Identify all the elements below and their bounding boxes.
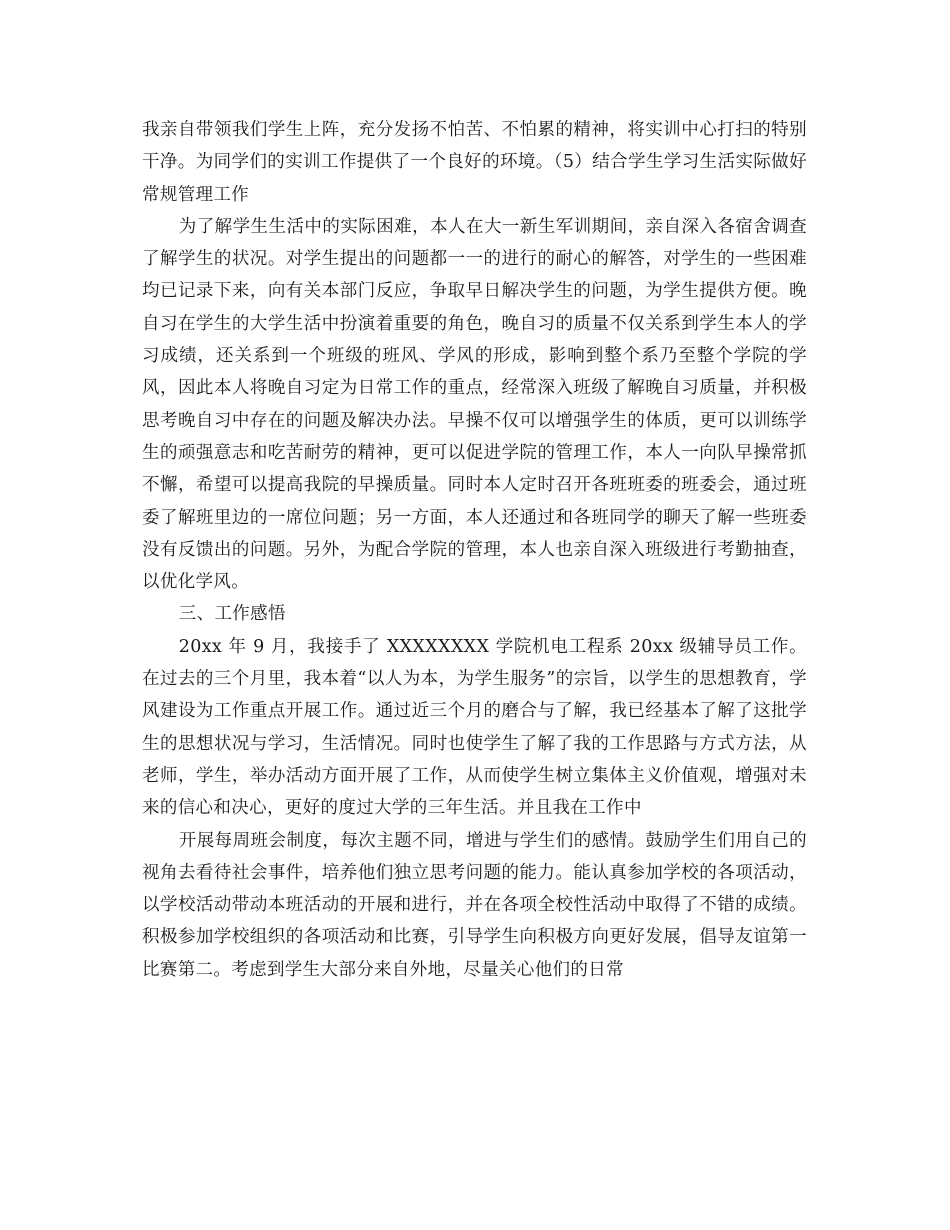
- paragraph-counselor-overview: 20xx 年 9 月，我接手了 XXXXXXXX 学院机电工程系 20xx 级辅导员工作。在过去的三个月里，我本着“以人为本，为学生服务”的宗旨，以学生的思想教育，学风建设为工作重点开展工作。通过近三个月的磨合与了解，我已经基本了解了这批学生的思想状况与学习，生活情况。同时也使学生了解了我的工作思路与方式方法，从老师，学生，举办活动方面开展了工作，从而使学生树立集体主义价值观，增强对未来的信心和决心，更好的度过大学的三年生活。并且我在工作中: [142, 636, 807, 819]
- paragraph-weekly-class-meetings: 开展每周班会制度，每次主题不同，增进与学生们的感情。鼓励学生们用自己的视角去看待社会事件，培养他们独立思考问题的能力。能认真参加学校的各项活动，以学校活动带动本班活动的开展和进行，并在各项全校性活动中取得了不错的成绩。积极参加学校组织的各项活动和比赛，引导学生向积极方向更好发展，倡导友谊第一比赛第二。考虑到学生大部分来自外地，尽量关心他们的日常: [142, 830, 807, 980]
- section-heading-work-reflections: 三、工作感悟: [178, 604, 286, 625]
- paragraph-sanitation-and-routine-management: 我亲自带领我们学生上阵，充分发扬不怕苦、不怕累的精神，将实训中心打扫的特别干净。为同学们的实训工作提供了一个良好的环境。（5）结合学生学习生活实际做好常规管理工作: [142, 120, 807, 205]
- paragraph-student-life-management: 为了解学生生活中的实际困难，本人在大一新生军训期间，亲自深入各宿舍调查了解学生的状况。对学生提出的问题都一一的进行的耐心的解答，对学生的一些困难均已记录下来，向有关本部门反应，争取早日解决学生的问题，为学生提供方便。晚自习在学生的大学生活中扮演着重要的角色，晚自习的质量不仅关系到学生本人的学习成绩，还关系到一个班级的班风、学风的形成，影响到整个系乃至整个学院的学风，因此本人将晚自习定为日常工作的重点，经常深入班级了解晚自习质量，并积极思考晚自习中存在的问题及解决办法。早操不仅可以增强学生的体质，更可以训练学生的顽强意志和吃苦耐劳的精神，更可以促进学院的管理工作，本人一向队早操常抓不懈，希望可以提高我院的早操质量。同时本人定时召开各班班委的班委会，通过班委了解班里边的一席位问题；另一方面，本人还通过和各班同学的聊天了解一些班委没有反馈出的问题。另外，为配合学院的管理，本人也亲自深入班级进行考勤抽查，以优化学风。: [142, 216, 807, 593]
- document-body: [142, 114, 807, 986]
